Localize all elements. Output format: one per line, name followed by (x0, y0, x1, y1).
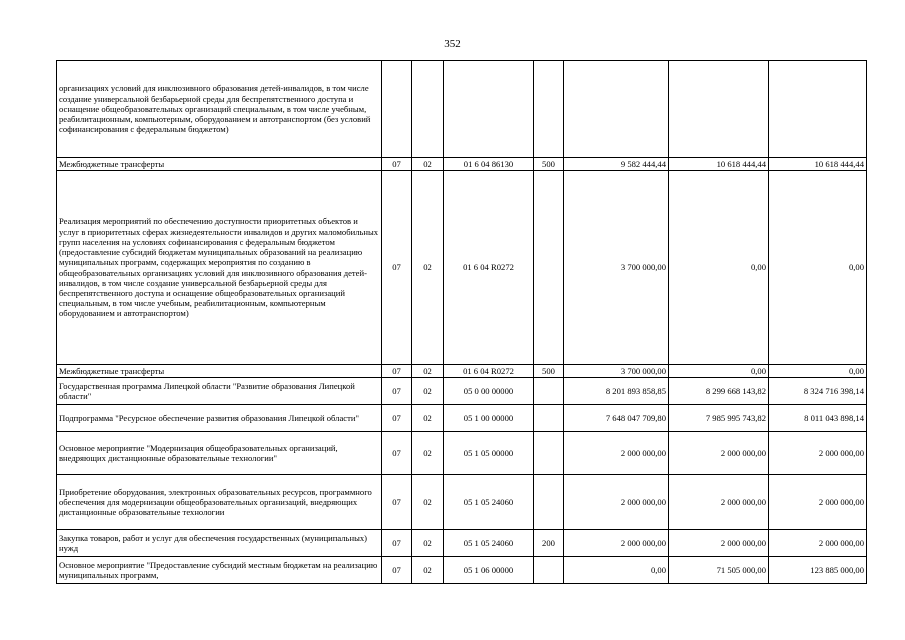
amount-year-1: 2 000 000,00 (564, 475, 669, 530)
table-row (57, 475, 867, 530)
amount-year-3: 2 000 000,00 (769, 530, 867, 557)
row-description: Закупка товаров, работ и услуг для обеспечения государственных (муниципальных) нужд (57, 530, 382, 557)
amount-year-2: 10 618 444,44 (669, 158, 769, 171)
section-code: 07 (382, 171, 412, 365)
table-row (57, 378, 867, 405)
amount-year-3: 8 324 716 398,14 (769, 378, 867, 405)
section-code: 07 (382, 557, 412, 584)
section-code: 07 (382, 475, 412, 530)
subsection-code: 02 (412, 475, 444, 530)
amount-year-3: 123 885 000,00 (769, 557, 867, 584)
expense-type-code: 500 (534, 158, 564, 171)
page-number: 352 (444, 38, 461, 50)
expense-type-code (534, 557, 564, 584)
target-article-code: 05 0 00 00000 (444, 378, 534, 405)
amount-year-2 (669, 61, 769, 158)
table-row (57, 365, 867, 378)
subsection-code: 02 (412, 171, 444, 365)
amount-year-3: 2 000 000,00 (769, 432, 867, 475)
target-article-code: 01 6 04 R0272 (444, 365, 534, 378)
row-description: Межбюджетные трансферты (57, 158, 382, 171)
amount-year-1 (564, 61, 669, 158)
row-description: Межбюджетные трансферты (57, 365, 382, 378)
table-row (57, 530, 867, 557)
section-code: 07 (382, 405, 412, 432)
amount-year-1: 3 700 000,00 (564, 365, 669, 378)
expense-type-code (534, 475, 564, 530)
expense-type-code (534, 171, 564, 365)
amount-year-1: 2 000 000,00 (564, 432, 669, 475)
expense-type-code (534, 405, 564, 432)
section-code: 07 (382, 158, 412, 171)
amount-year-1: 0,00 (564, 557, 669, 584)
target-article-code: 05 1 05 24060 (444, 475, 534, 530)
row-description: организациях условий для инклюзивного образования детей-инвалидов, в том числе создание универсальной безбарьерной среды для беспрепятственного доступа и оснащение общеобразовательных организаций специальным, в том числе учебным, реабилитационным, компьютерным, оборудованием и автотранспортом (без условий софинансирования с федеральным бюджетом) (57, 61, 382, 158)
target-article-code: 05 1 00 00000 (444, 405, 534, 432)
amount-year-3: 0,00 (769, 365, 867, 378)
amount-year-2: 2 000 000,00 (669, 432, 769, 475)
amount-year-2: 2 000 000,00 (669, 530, 769, 557)
table-row (57, 557, 867, 584)
row-description: Основное мероприятие "Модернизация общеобразовательных организаций, внедряющих дистанционные образовательные технологии" (57, 432, 382, 475)
subsection-code: 02 (412, 365, 444, 378)
section-code: 07 (382, 432, 412, 475)
row-description: Реализация мероприятий по обеспечению доступности приоритетных объектов и услуг в приоритетных сферах жизнедеятельности инвалидов и других маломобильных групп населения на условиях софинансирования с федеральным бюджетом (предоставление субсидий бюджетам муниципальных образований на реализацию муниципальных программ, содержащих мероприятия по созданию в общеобразовательных организациях условий для инклюзивного образования детей-инвалидов, в том числе создание универсальной безбарьерной среды для беспрепятственного доступа и оснащение общеобразовательных организаций специальным, в том числе учебным, реабилитационным, компьютерным оборудованием и автотранспортом) (57, 171, 382, 365)
subsection-code: 02 (412, 557, 444, 584)
table-row (57, 171, 867, 365)
table-row (57, 432, 867, 475)
amount-year-3: 0,00 (769, 171, 867, 365)
subsection-code (412, 61, 444, 158)
amount-year-2: 0,00 (669, 171, 769, 365)
target-article-code: 01 6 04 R0272 (444, 171, 534, 365)
amount-year-3: 8 011 043 898,14 (769, 405, 867, 432)
target-article-code (444, 61, 534, 158)
amount-year-2: 2 000 000,00 (669, 475, 769, 530)
section-code: 07 (382, 365, 412, 378)
subsection-code: 02 (412, 432, 444, 475)
row-description: Основное мероприятие "Предоставление субсидий местным бюджетам на реализацию муниципальных программ, (57, 557, 382, 584)
amount-year-2: 0,00 (669, 365, 769, 378)
amount-year-3: 2 000 000,00 (769, 475, 867, 530)
target-article-code: 05 1 05 24060 (444, 530, 534, 557)
amount-year-1: 3 700 000,00 (564, 171, 669, 365)
expense-type-code: 200 (534, 530, 564, 557)
amount-year-1: 2 000 000,00 (564, 530, 669, 557)
expense-type-code (534, 432, 564, 475)
amount-year-3: 10 618 444,44 (769, 158, 867, 171)
row-description: Подпрограмма "Ресурсное обеспечение развития образования Липецкой области" (57, 405, 382, 432)
row-description: Государственная программа Липецкой области "Развитие образования Липецкой области" (57, 378, 382, 405)
expense-type-code (534, 378, 564, 405)
amount-year-3 (769, 61, 867, 158)
budget-table (56, 60, 867, 584)
amount-year-1: 7 648 047 709,80 (564, 405, 669, 432)
amount-year-2: 7 985 995 743,82 (669, 405, 769, 432)
amount-year-2: 8 299 668 143,82 (669, 378, 769, 405)
subsection-code: 02 (412, 378, 444, 405)
table-row (57, 405, 867, 432)
subsection-code: 02 (412, 158, 444, 171)
target-article-code: 01 6 04 86130 (444, 158, 534, 171)
row-description: Приобретение оборудования, электронных образовательных ресурсов, программного обеспечения для модернизации общеобразовательных организаций, внедряющих дистанционные образовательные технологии (57, 475, 382, 530)
subsection-code: 02 (412, 405, 444, 432)
section-code: 07 (382, 378, 412, 405)
table-row (57, 61, 867, 158)
subsection-code: 02 (412, 530, 444, 557)
expense-type-code (534, 61, 564, 158)
section-code: 07 (382, 530, 412, 557)
expense-type-code: 500 (534, 365, 564, 378)
section-code (382, 61, 412, 158)
amount-year-1: 8 201 893 858,85 (564, 378, 669, 405)
amount-year-2: 71 505 000,00 (669, 557, 769, 584)
amount-year-1: 9 582 444,44 (564, 158, 669, 171)
target-article-code: 05 1 05 00000 (444, 432, 534, 475)
target-article-code: 05 1 06 00000 (444, 557, 534, 584)
table-row (57, 158, 867, 171)
